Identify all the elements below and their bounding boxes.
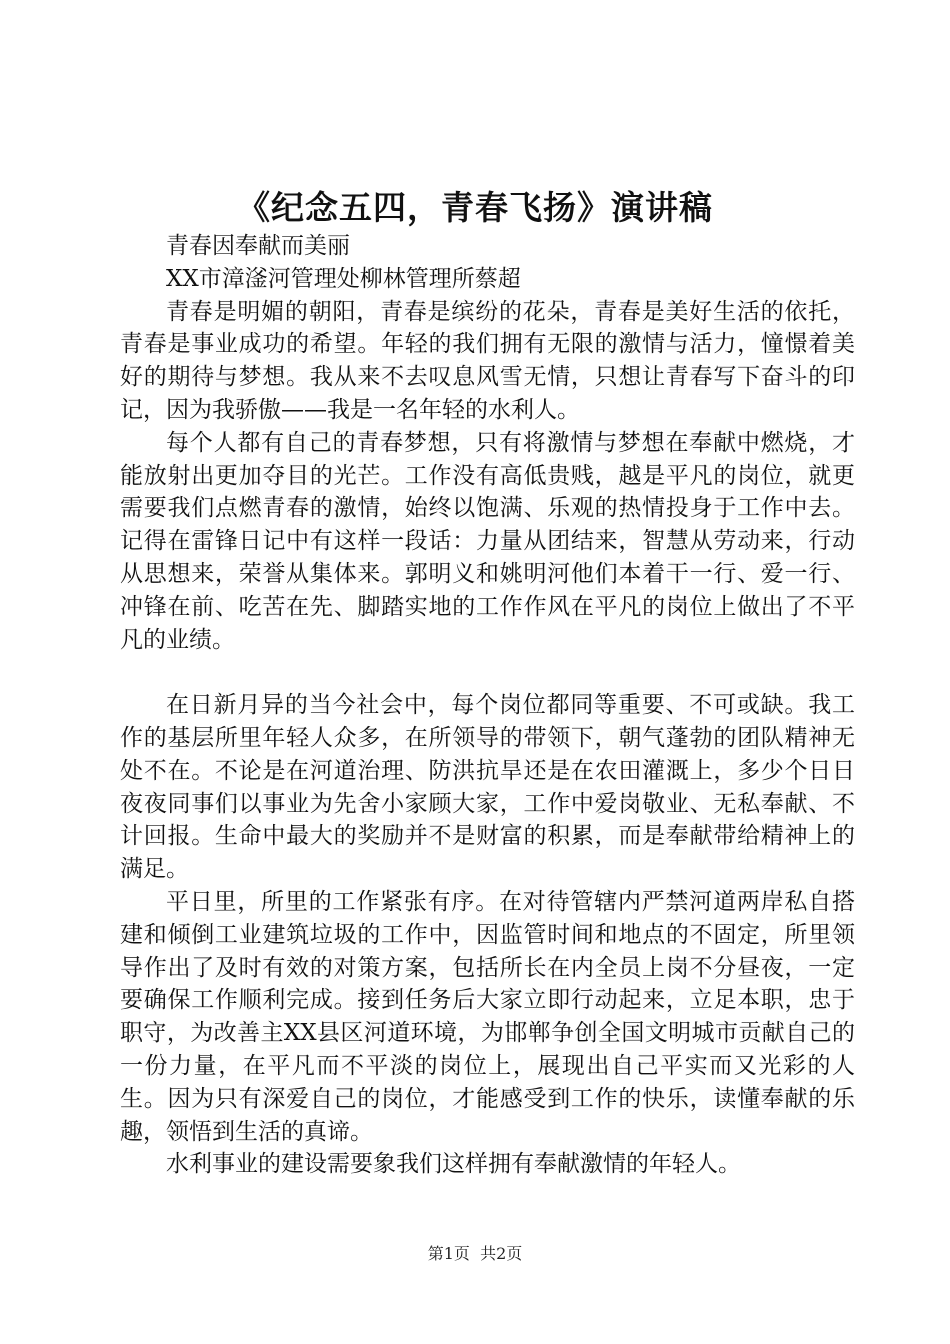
page-number: 第1页 [427,1244,470,1263]
paragraph-2: 每个人都有自己的青春梦想，只有将激情与梦想在奉献中燃烧，才能放射出更加夺目的光芒。工作没有高低贵贱，越是平凡的岗位，就更需要我们点燃青春的激情，始终以饱满、乐观的热情投身于工作中去。记得在雷锋日记中有这样一段话：力量从团结来，智慧从劳动来，行动从思想来，荣誉从集体来。郭明义和姚明河他们本着干一行、爱一行、冲锋在前、吃苦在先、脚踏实地的工作作风在平凡的岗位上做出了不平凡的业绩。 [120,429,855,653]
paragraph-5: 水利事业的建设需要象我们这样拥有奉献激情的年轻人。 [166,1151,741,1178]
paragraph-4: 平日里，所里的工作紧张有序。在对待管辖内严禁河道两岸私自搭建和倾倒工业建筑垃圾的工作中，因监管时间和地点的不固定，所里领导作出了及时有效的对策方案，包括所长在内全员上岗不分昼夜，一定要确保工作顺利完成。接到任务后大家立即行动起来，立足本职，忠于职守，为改善主XX县区河道环境，为邯郸争创全国文明城市贡献自己的一份力量，在平凡而不平淡的岗位上，展现出自己平实而又光彩的人生。因为只有深爱自己的岗位，才能感受到工作的快乐，读懂奉献的乐趣，领悟到生活的真谛。 [120,888,855,1145]
paragraph-1: 青春是明媚的朝阳，青春是缤纷的花朵，青春是美好生活的依托，青春是事业成功的希望。年轻的我们拥有无限的激情与活力，憧憬着美好的期待与梦想。我从来不去叹息风雪无情，只想让青春写下奋斗的印记，因为我骄傲——我是一名年轻的水利人。 [120,298,855,423]
document-body [120,230,855,1181]
paragraph-gap [120,656,855,689]
page-total: 共2页 [480,1244,523,1263]
paragraph-3: 在日新月异的当今社会中，每个岗位都同等重要、不可或缺。我工作的基层所里年轻人众多，在所领导的带领下，朝气蓬勃的团队精神无处不在。不论是在河道治理、防洪抗旱还是在农田灌溉上，多少个日日夜夜同事们以事业为先舍小家顾大家，工作中爱岗敬业、无私奉献、不计回报。生命中最大的奖励并不是财富的积累，而是奉献带给精神上的满足。 [120,692,855,883]
subtitle: 青春因奉献而美丽 [166,233,350,259]
document-title: 《纪念五四，青春飞扬》演讲稿 [237,188,713,227]
page-footer [0,1242,950,1266]
footer-spacer [470,1244,480,1263]
author-line: XX市漳滏河管理处柳林管理所蔡超 [166,265,521,292]
